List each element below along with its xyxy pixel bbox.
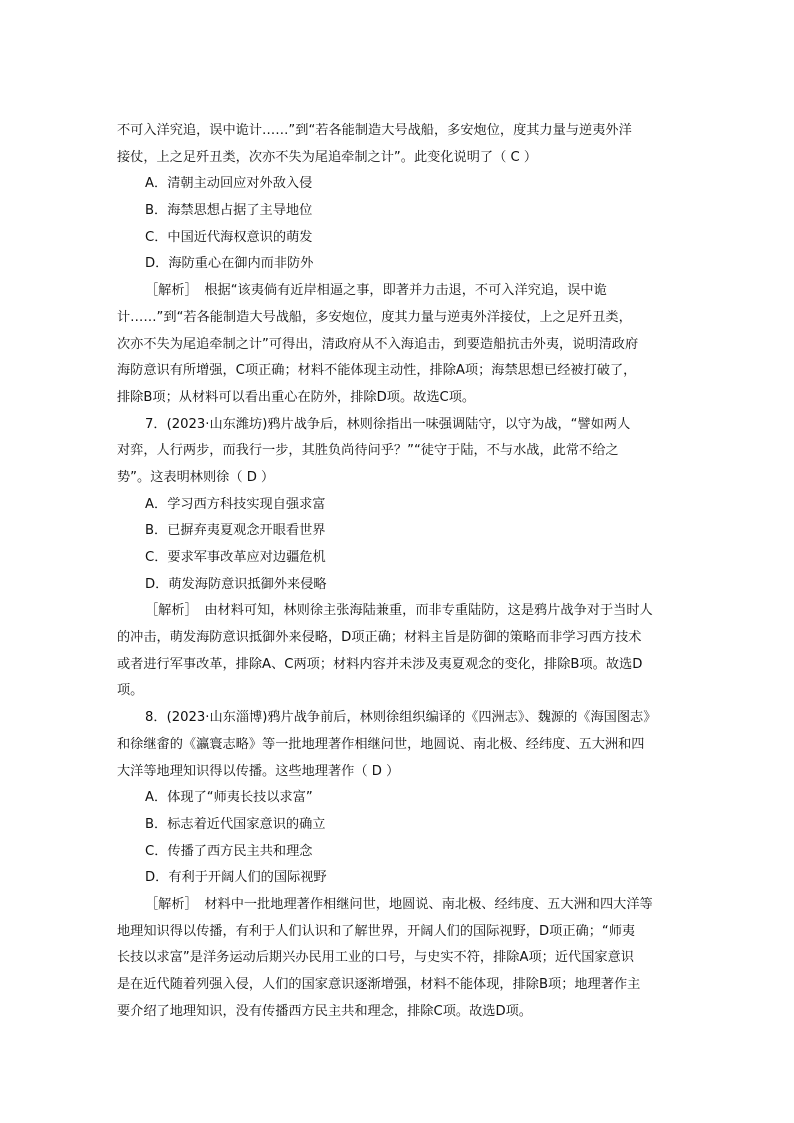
question-stem-line: 7．(2023·山东潍坊)鸦片战争后，林则徐指出一味强调陆守，以守为战，“譬如两人 <box>145 416 631 432</box>
option-a: A．清朝主动回应对外敌入侵 <box>145 176 313 192</box>
option-d: D．海防重心在御内而非防外 <box>145 256 314 272</box>
analysis-line: 排除B项；从材料可以看出重心在防外，排除D项。故选C项。 <box>117 389 476 405</box>
option-a: A．学习西方科技实现自强求富 <box>145 496 326 512</box>
analysis-line: 计……”到“若各能制造大号战船，多安炮位，度其力量与逆夷外洋接仗，上之足歼丑类， <box>117 309 632 325</box>
option-b: B．已摒弃夷夏观念开眼看世界 <box>145 523 326 539</box>
analysis-line: 地理知识得以传播，有利于人们认识和了解世界，开阔人们的国际视野，D项正确；“师夷 <box>117 923 636 939</box>
analysis-line: ［解析］ 材料中一批地理著作相继问世，地圆说、南北极、经纬度、五大洲和四大洋等 <box>145 896 653 912</box>
option-a: A．体现了“师夷长技以求富” <box>145 790 313 806</box>
option-d: D．萌发海防意识抵御外来侵略 <box>145 576 327 592</box>
question-stem-line: 8．(2023·山东淄博)鸦片战争前后，林则徐组织编译的《四洲志》、魏源的《海国图志》 <box>145 710 657 726</box>
analysis-line: 海防意识有所增强，C项正确；材料不能体现主动性，排除A项；海禁思想已经被打破了， <box>117 363 637 379</box>
analysis-line: 次亦不失为尾追牵制之计”可得出，清政府从不入海追击，到要造船抗击外夷，说明清政府 <box>117 336 639 352</box>
analysis-line: 项。 <box>117 683 144 699</box>
question-8 <box>117 705 682 1025</box>
analysis-line: ［解析］ 根据“该夷倘有近岸相逼之事，即著并力击退，不可入洋究追，误中诡 <box>145 283 607 299</box>
option-b: B．标志着近代国家意识的确立 <box>145 816 326 832</box>
analysis-line: 或者进行军事改革，排除A、C两项；材料内容并未涉及夷夏观念的变化，排除B项。故选D <box>117 656 643 672</box>
question-stem-line: 大洋等地理知识得以传播。这些地理著作（ D ） <box>117 763 400 779</box>
question-stem-line: 接仗，上之足歼丑类，次亦不失为尾追牵制之计”。此变化说明了（ C ） <box>117 149 538 165</box>
analysis-line: 是在近代随着列强入侵，人们的国家意识逐渐增强，材料不能体现，排除B项；地理著作主 <box>117 977 641 992</box>
option-d: D．有利于开阔人们的国际视野 <box>145 870 327 886</box>
option-b: B．海禁思想占据了主导地位 <box>145 203 313 219</box>
analysis-line: 要介绍了地理知识，没有传播西方民主共和理念，排除C项。故选D项。 <box>117 1003 532 1019</box>
document-page <box>117 118 682 1025</box>
question-6 <box>117 118 682 412</box>
option-c: C．传播了西方民主共和理念 <box>145 843 313 859</box>
analysis-line: 长技以求富”是洋务运动后期兴办民用工业的口号，与史实不符，排除A项；近代国家意识 <box>117 950 634 966</box>
question-stem-line: 势”。这表明林则徐（ D ） <box>117 469 275 485</box>
analysis-line: ［解析］ 由材料可知，林则徐主张海陆兼重，而非专重陆防，这是鸦片战争对于当时人 <box>145 603 653 619</box>
option-c: C．中国近代海权意识的萌发 <box>145 229 313 245</box>
question-stem-line: 不可入洋究追，误中诡计……”到“若各能制造大号战船，多安炮位，度其力量与逆夷外洋 <box>117 123 632 138</box>
question-7 <box>117 412 682 706</box>
question-stem-line: 和徐继畬的《瀛寰志略》等一批地理著作相继问世，地圆说、南北极、经纬度、五大洲和四 <box>117 736 645 752</box>
option-c: C．要求军事改革应对边疆危机 <box>145 550 326 565</box>
question-stem-line: 对弈，人行两步，而我行一步，其胜负尚待问乎？”“徒守于陆，不与水战，此常不给之 <box>117 443 619 459</box>
analysis-line: 的冲击，萌发海防意识抵御外来侵略，D项正确；材料主旨是防御的策略而非学习西方技术 <box>117 630 642 646</box>
